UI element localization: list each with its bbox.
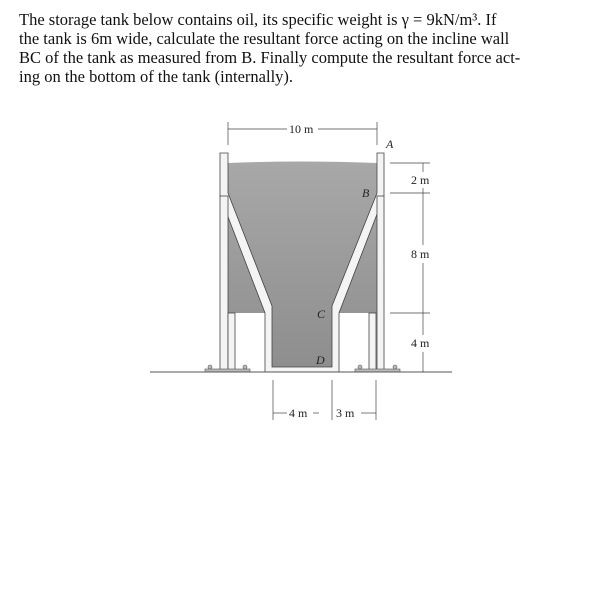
problem-line: The storage tank below contains oil, its specific weight is γ = 9kN/m³. If bbox=[19, 10, 497, 29]
point-d-label: D bbox=[316, 353, 325, 367]
dim-depth-bc: 8 m bbox=[411, 247, 430, 261]
dim-depth-cd: 4 m bbox=[411, 336, 430, 350]
point-a-label: A bbox=[386, 137, 394, 151]
dim-bottom-left: 4 m bbox=[289, 406, 308, 420]
point-b-label: B bbox=[362, 186, 370, 200]
problem-line: the tank is 6m wide, calculate the resultant force acting on the incline wall bbox=[19, 29, 510, 48]
point-c-label: C bbox=[317, 307, 326, 321]
problem-line: BC of the tank as measured from B. Finally compute the resultant force act- bbox=[19, 48, 521, 67]
problem-line: ing on the bottom of the tank (internally). bbox=[19, 67, 294, 86]
dim-top-width: 10 m bbox=[289, 122, 314, 136]
dim-bottom-right: 3 m bbox=[336, 406, 355, 420]
dim-depth-b: 2 m bbox=[411, 173, 430, 187]
